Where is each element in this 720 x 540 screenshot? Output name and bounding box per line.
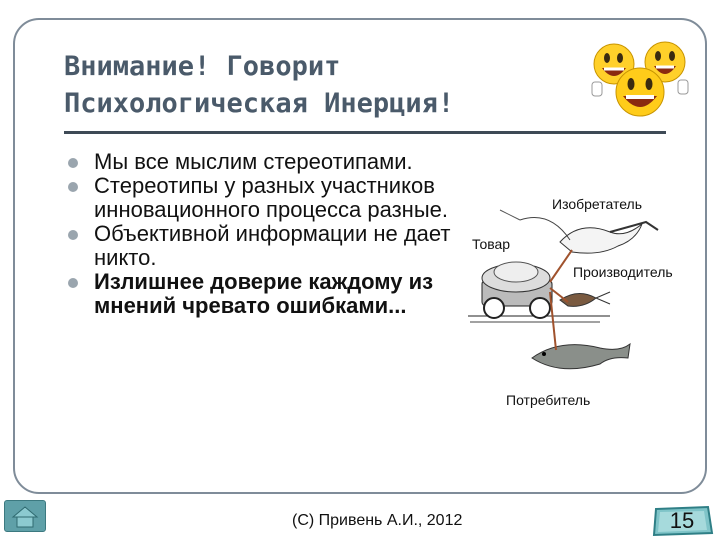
bullet-item bbox=[64, 150, 464, 174]
bullet-item bbox=[64, 270, 464, 318]
label-inventor: Изобретатель bbox=[552, 196, 643, 212]
bullet-item bbox=[64, 174, 464, 222]
page-number-text: 15 bbox=[669, 508, 695, 533]
fable-illustration bbox=[460, 180, 710, 420]
label-consumer: Потребитель bbox=[506, 392, 591, 408]
bullet-dot-icon bbox=[68, 158, 78, 168]
bullet-dot-icon bbox=[68, 230, 78, 240]
bullet-item bbox=[64, 222, 464, 270]
bullet-dot-icon bbox=[68, 278, 78, 288]
bullet-text: Излишнее доверие каждому из мнений чревато ошибками... bbox=[94, 269, 434, 318]
slide-title-line-2: Психологическая Инерция! bbox=[64, 88, 455, 119]
bullet-text: Мы все мыслим стереотипами. bbox=[94, 149, 413, 174]
home-icon bbox=[5, 501, 45, 531]
label-product: Товар bbox=[472, 236, 511, 252]
bullet-list bbox=[64, 150, 464, 318]
smileys-icon bbox=[590, 34, 690, 120]
bullet-dot-icon bbox=[68, 182, 78, 192]
footer-copyright: (С) Привень А.И., 2012 bbox=[292, 512, 463, 529]
label-producer: Производитель bbox=[573, 264, 673, 280]
title-underline bbox=[64, 131, 666, 134]
slide-title-line-1: Внимание! Говорит bbox=[64, 51, 341, 82]
home-button[interactable] bbox=[4, 500, 46, 532]
fable-diagram bbox=[460, 180, 710, 420]
bullet-text: Стереотипы у разных участников инновационного процесса разные. bbox=[94, 173, 448, 222]
page-number bbox=[650, 503, 714, 537]
bullet-text: Объективной информации не дает никто. bbox=[94, 221, 451, 270]
slide-title bbox=[64, 48, 604, 122]
